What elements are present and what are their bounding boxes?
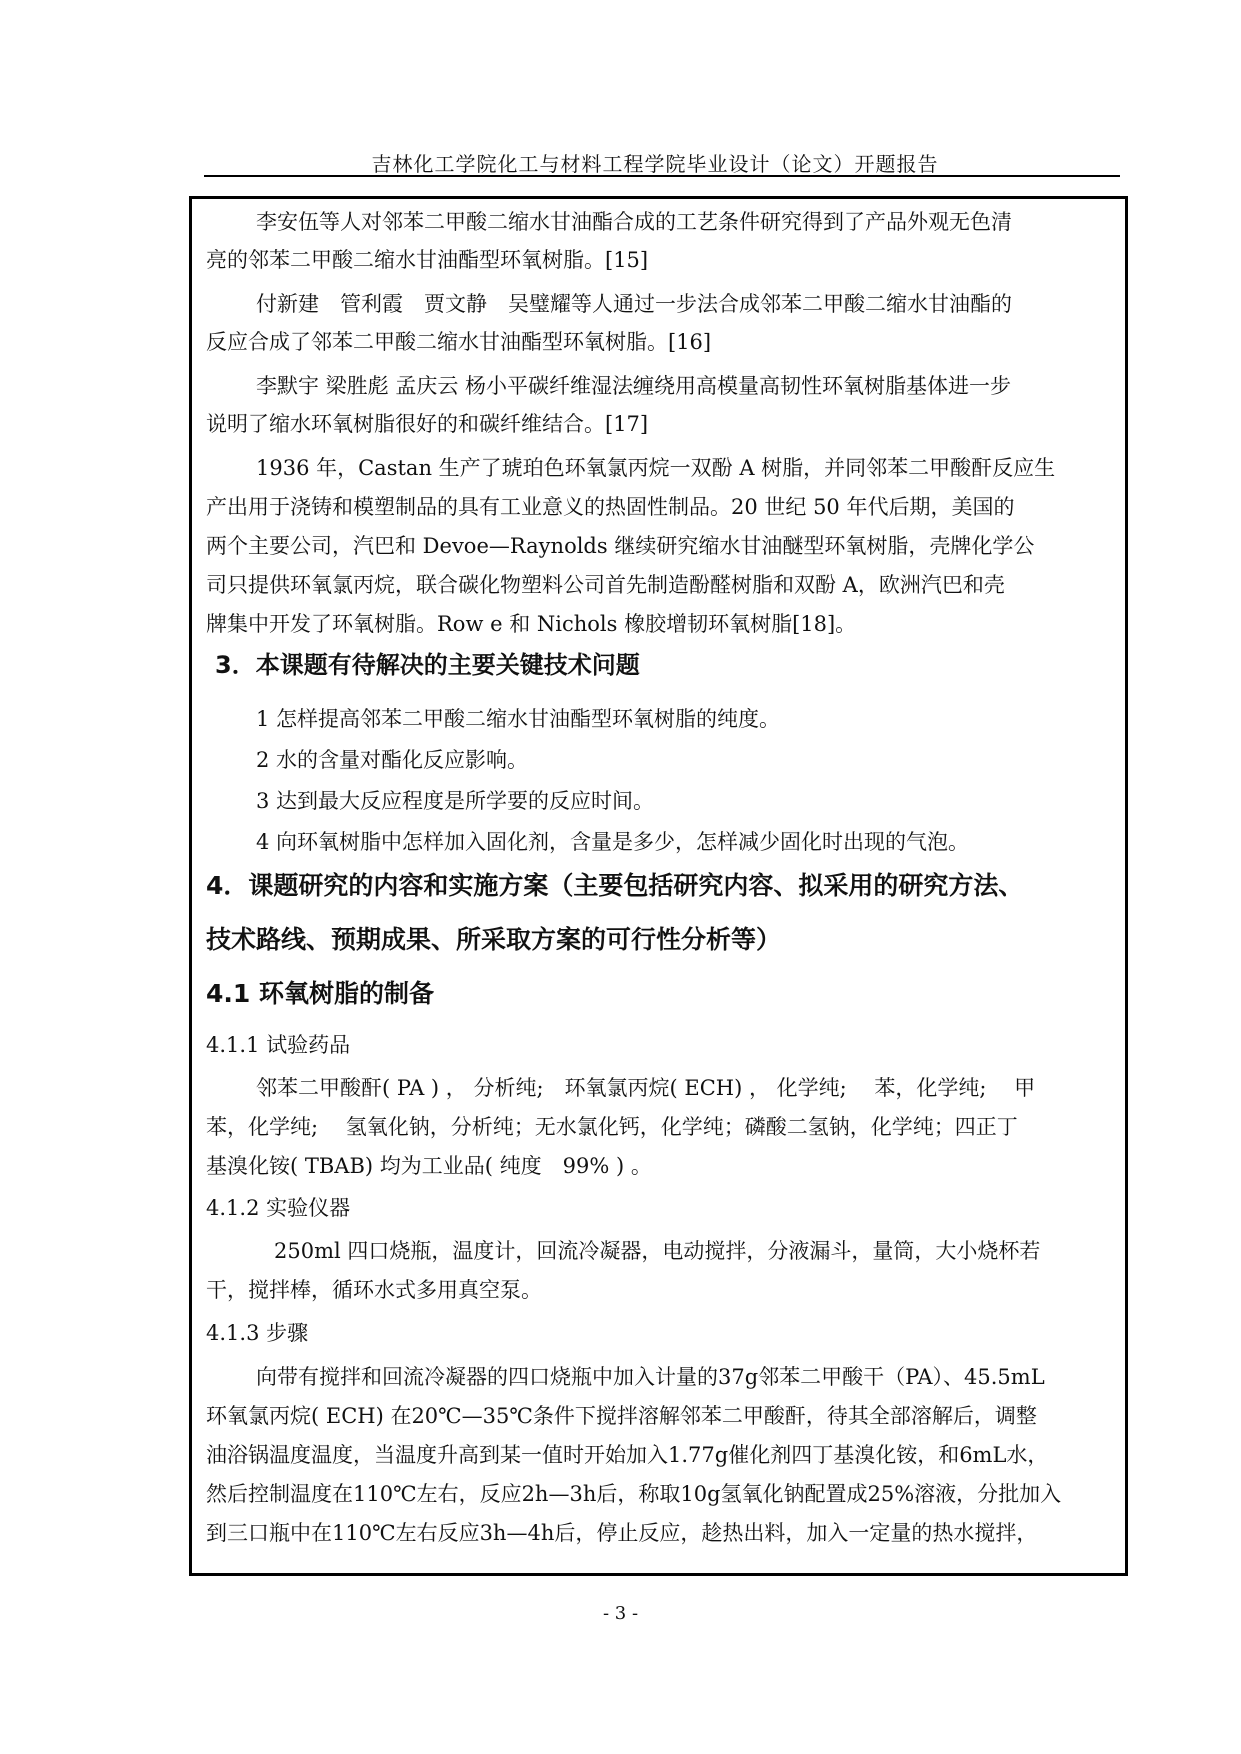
paragraph-line: 到三口瓶中在110℃左右反应3h—4h后，停止反应，趁热出料，加入一定量的热水搅拌， [206, 1521, 1038, 1545]
paragraph-line: 基溴化铵( TBAB) 均为工业品( 纯度 99% ) 。 [206, 1154, 652, 1178]
list-item: 4 向环氧树脂中怎样加入固化剂，含量是多少，怎样减少固化时出现的气泡。 [256, 830, 970, 854]
paragraph-line: 反应合成了邻苯二甲酸二缩水甘油酯型环氧树脂。[16] [206, 330, 712, 354]
paragraph-line: 付新建 管利霞 贾文静 吴璧耀等人通过一步法合成邻苯二甲酸二缩水甘油酯的 [256, 292, 1012, 316]
paragraph-line: 1936 年，Castan 生产了琥珀色环氧氯丙烷一双酚 A 树脂，并同邻苯二甲酸酐反应生 [256, 456, 1056, 480]
paragraph-line: 产出用于浇铸和模塑制品的具有工业意义的热固性制品。20 世纪 50 年代后期，美国的 [206, 495, 1015, 519]
subsection-4-1-3: 4.1.3 步骤 [206, 1321, 309, 1345]
paragraph-line: 李安伍等人对邻苯二甲酸二缩水甘油酯合成的工艺条件研究得到了产品外观无色清 [256, 210, 1012, 234]
paragraph-line: 苯，化学纯; 氢氧化钠，分析纯；无水氯化钙，化学纯；磷酸二氢钠，化学纯；四正丁 [206, 1115, 1018, 1139]
paragraph-line: 向带有搅拌和回流冷凝器的四口烧瓶中加入计量的37g邻苯二甲酸干（PA）、45.5mL [256, 1365, 1045, 1389]
paragraph-line: 环氧氯丙烷( ECH) 在20℃—35℃条件下搅拌溶解邻苯二甲酸酐，待其全部溶解后，调整 [206, 1404, 1037, 1428]
paragraph-line: 250ml 四口烧瓶，温度计，回流冷凝器，电动搅拌，分液漏斗，量筒，大小烧杯若 [274, 1239, 1041, 1263]
section-heading-3: 3．本课题有待解决的主要关键技术问题 [215, 651, 640, 679]
paragraph-line: 油浴锅温度温度，当温度升高到某一值时开始加入1.77g催化剂四丁基溴化铵，和6mL水， [206, 1443, 1049, 1467]
subsection-4-1-1: 4.1.1 试验药品 [206, 1033, 351, 1057]
list-item: 2 水的含量对酯化反应影响。 [256, 748, 529, 772]
paragraph-line: 然后控制温度在110℃左右，反应2h—3h后，称取10g氢氧化钠配置成25%溶液，分批加入 [206, 1482, 1062, 1506]
paragraph-line: 司只提供环氧氯丙烷，联合碳化物塑料公司首先制造酚醛树脂和双酚 A，欧洲汽巴和壳 [206, 573, 1005, 597]
section-heading-4: 4．课题研究的内容和实施方案（主要包括研究内容、拟采用的研究方法、 [206, 871, 1024, 900]
paragraph-line: 亮的邻苯二甲酸二缩水甘油酯型环氧树脂。[15] [206, 248, 649, 272]
list-item: 3 达到最大反应程度是所学要的反应时间。 [256, 789, 655, 813]
subsection-4-1-2: 4.1.2 实验仪器 [206, 1196, 351, 1220]
section-heading-4-cont: 技术路线、预期成果、所采取方案的可行性分析等） [206, 925, 782, 954]
header-rule [204, 175, 1120, 177]
paragraph-line: 两个主要公司，汽巴和 Devoe—Raynolds 继续研究缩水甘油醚型环氧树脂，壳牌化学公 [206, 534, 1035, 558]
paragraph-line: 邻苯二甲酸酐( PA ) ， 分析纯; 环氧氯丙烷( ECH) ， 化学纯; 苯，化学纯; 甲 [256, 1076, 1036, 1100]
page-number: - 3 - [602, 1603, 639, 1624]
page-header-title: 吉林化工学院化工与材料工程学院毕业设计（论文）开题报告 [371, 152, 939, 176]
paragraph-line: 干，搅拌棒，循环水式多用真空泵。 [206, 1278, 542, 1302]
paragraph-line: 李默宇 梁胜彪 孟庆云 杨小平碳纤维湿法缠绕用高模量高韧性环氧树脂基体进一步 [256, 374, 1012, 398]
paragraph-line: 牌集中开发了环氧树脂。Row e 和 Nichols 橡胶增韧环氧树脂[18]。 [206, 612, 857, 636]
subsection-heading-4-1: 4.1 环氧树脂的制备 [206, 979, 434, 1008]
paragraph-line: 说明了缩水环氧树脂很好的和碳纤维结合。[17] [206, 412, 649, 436]
list-item: 1 怎样提高邻苯二甲酸二缩水甘油酯型环氧树脂的纯度。 [256, 707, 781, 731]
